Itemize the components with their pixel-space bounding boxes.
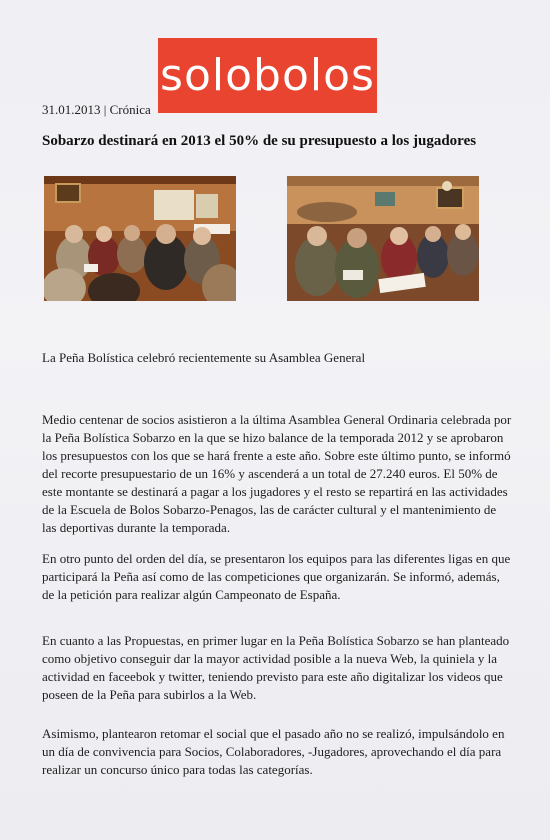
article-headline: Sobarzo destinará en 2013 el 50% de su presupuesto a los jugadores (42, 133, 477, 149)
article-paragraph-3: En cuanto a las Propuestas, en primer lugar en la Peña Bolística Sobarzo se han planteado como objetivo conseguir dar la mayor actividad posible a la nueva Web, la quiniela y la actividad en faceebok y twitter, teniendo previsto para este año digitalizar los videos que poseen de la Peña para subirlos a la Web. (42, 633, 510, 702)
article-paragraph-4: Asimismo, plantearon retomar el social que el pasado año no se realizó, impulsándolo en un día de convivencia para Socios, Colaboradores, -Jugadores, aprovechando el día para realizar un concurso único para todas las categorías. (42, 726, 505, 777)
assembly-photo-left (44, 176, 236, 301)
article-paragraph-2: En otro punto del orden del día, se presentaron los equipos para las diferentes ligas en que participará la Peña así como de las competiciones que organizarán. Se informó, además, de la petición para realizar algún Campeonato de España. (42, 551, 511, 602)
article-paragraph-1: Medio centenar de socios asistieron a la última Asamblea General Ordinaria celebrada por la Peña Bolística Sobarzo en la que se hizo balance de la temporada 2012 y se aprobaron los presupuestos con los que se hará frente a este año. Sobre este último punto, se informó del recorte presupuestario de un 16% y ascenderá a un total de 27.240 euros. El 50% de este montante se destinará a pagar a los jugadores y el resto se repartirá en las actividades de la Escuela de Bolos Sobarzo-Penagos, las de carácter cultural y el mantenimiento de las deportivas durante la temporada. (42, 412, 512, 535)
article-date-section: 31.01.2013 | Crónica (42, 102, 151, 117)
assembly-photo-right (287, 176, 479, 301)
article-intro: La Peña Bolística celebró recientemente su Asamblea General (42, 350, 366, 365)
solobolos-logo (158, 38, 377, 113)
logo-text: solobolos (160, 50, 375, 101)
